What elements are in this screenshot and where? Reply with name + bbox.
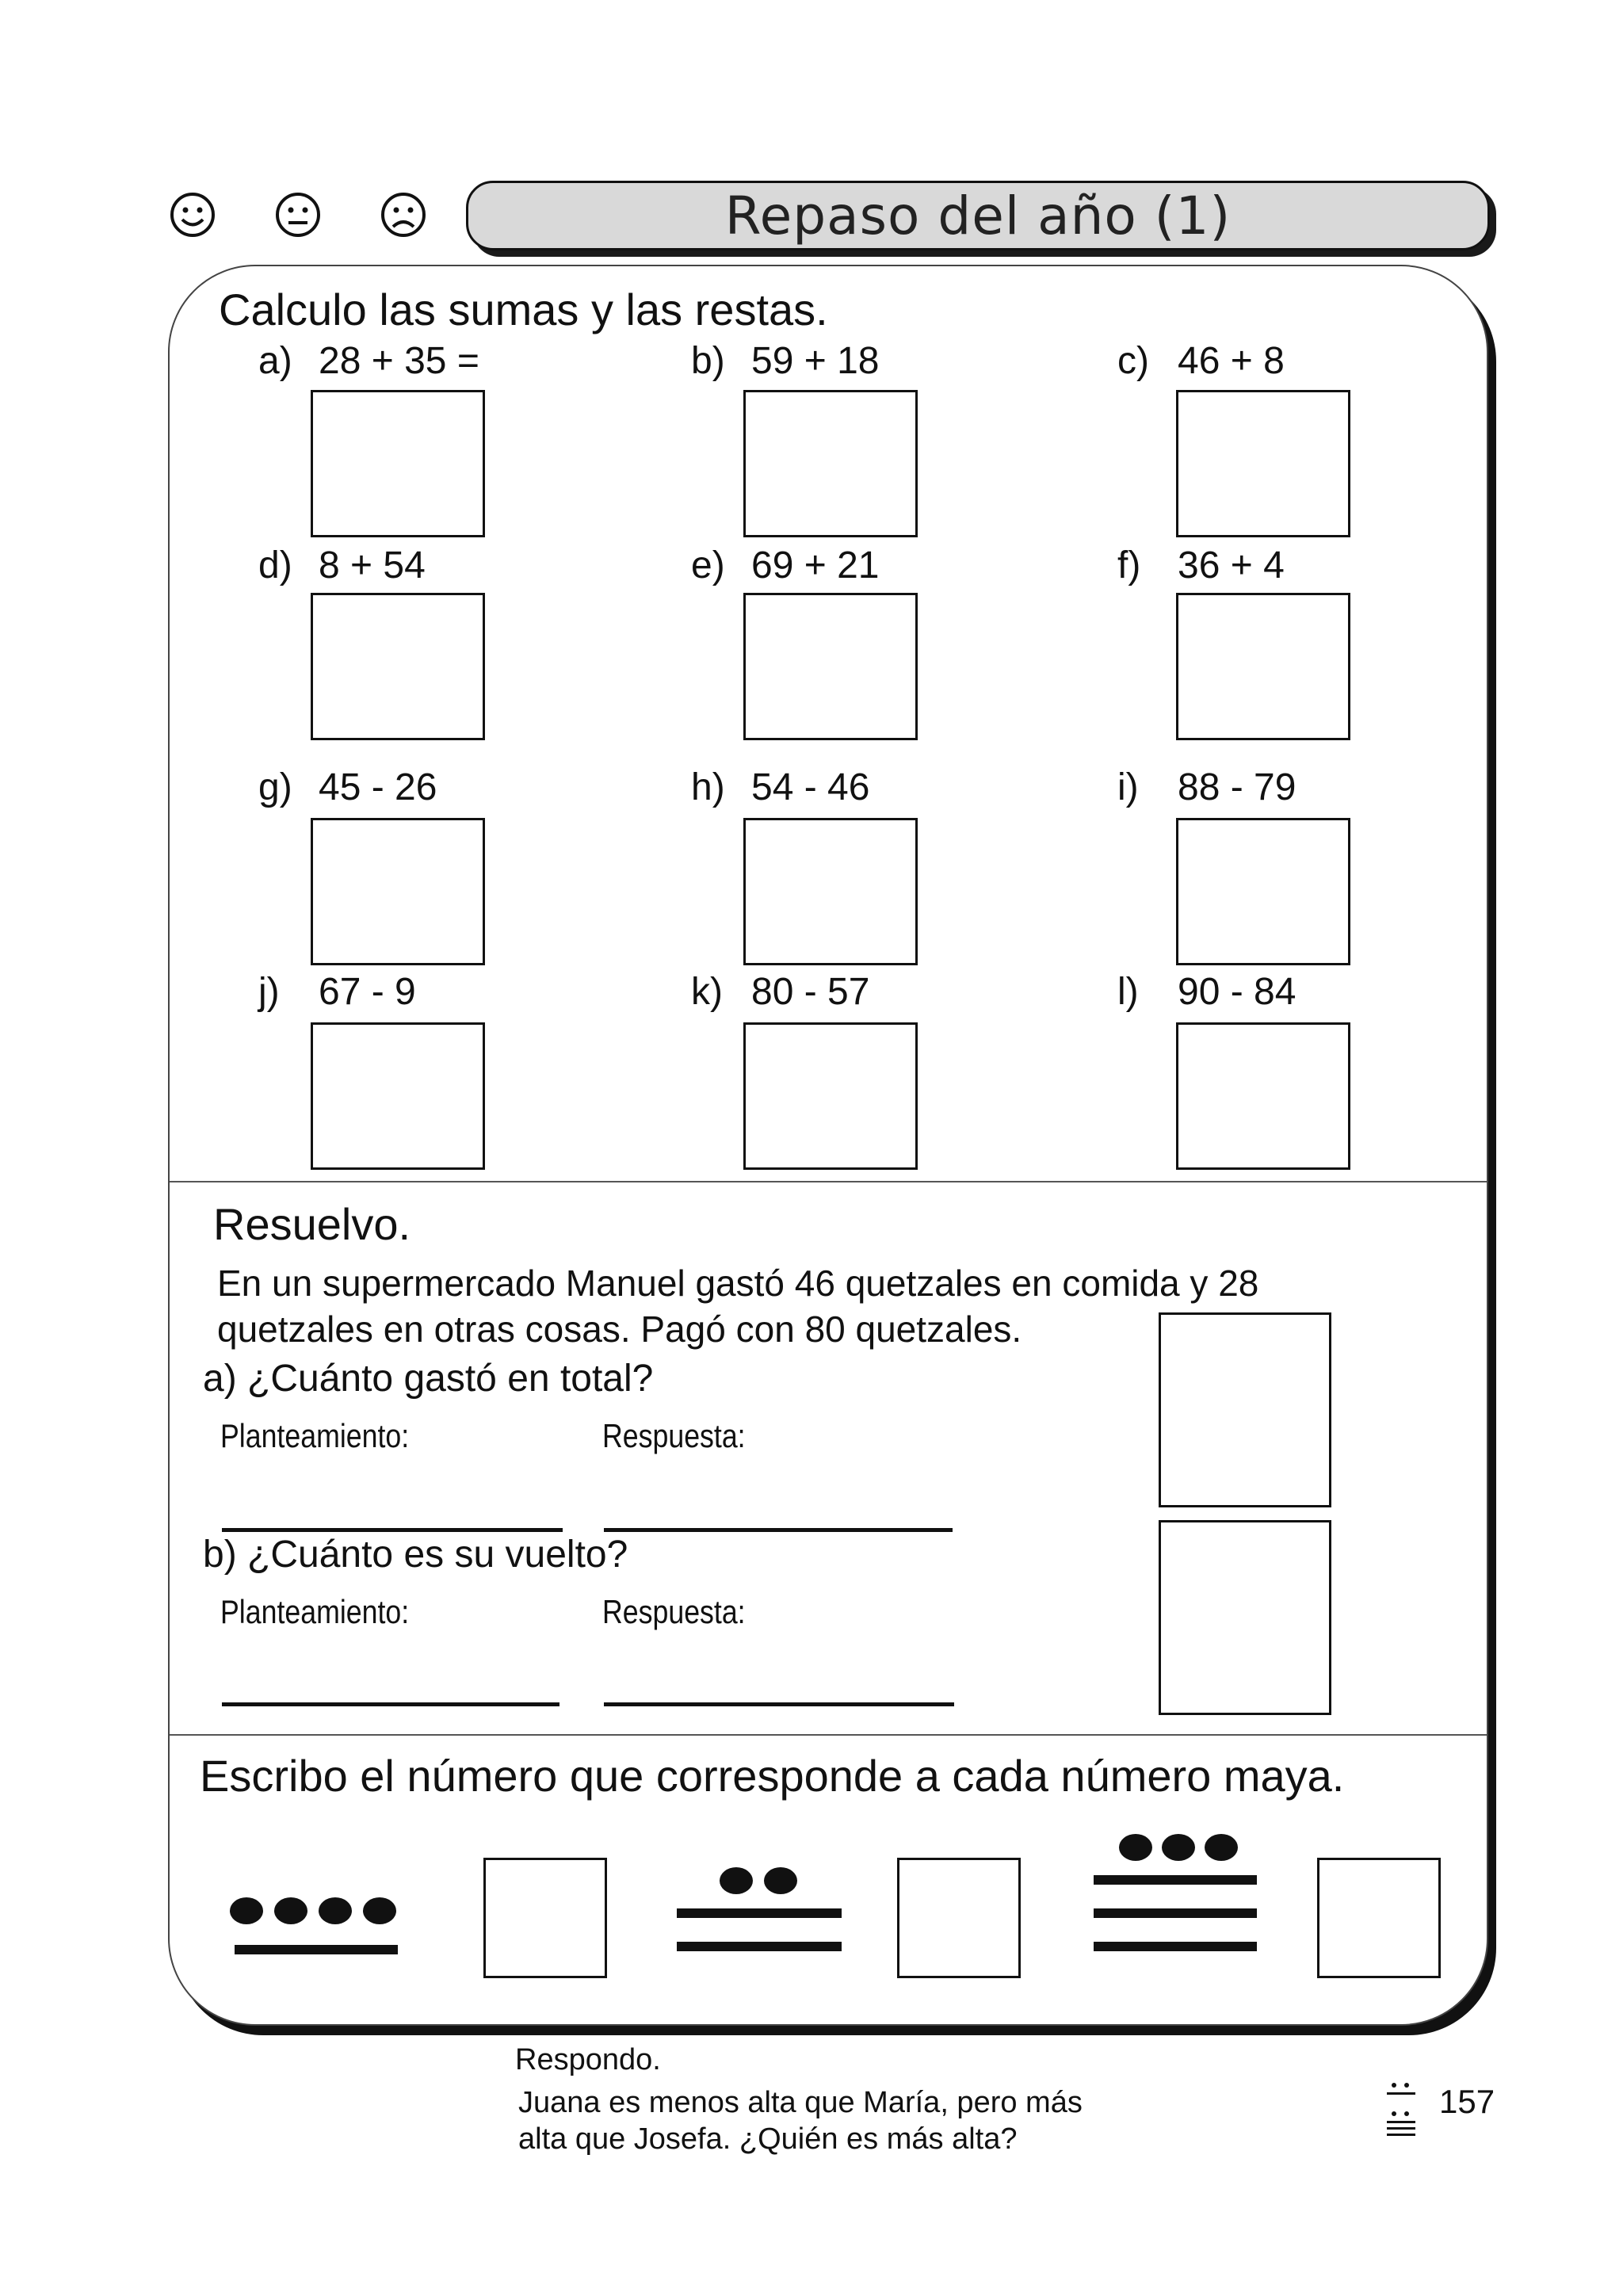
neutral-face-icon: [273, 190, 323, 239]
answer-box-g[interactable]: [311, 818, 485, 965]
worksheet-panel: [168, 265, 1488, 2026]
respuesta-line-b[interactable]: [604, 1702, 954, 1706]
answer-box-f[interactable]: [1176, 593, 1350, 740]
exercise-letter: k): [691, 971, 723, 1013]
planteamiento-label-a: Planteamiento:: [220, 1417, 410, 1454]
exercise-letter: f): [1117, 544, 1141, 586]
answer-box-e[interactable]: [743, 593, 918, 740]
planteamiento-line-b[interactable]: [222, 1702, 559, 1706]
exercise-h-label: [691, 766, 870, 809]
exercise-expression: 45 - 26: [319, 766, 437, 808]
maya-bar: [677, 1942, 842, 1951]
exercise-expression: 90 - 84: [1178, 971, 1296, 1013]
maya-dot: [1404, 2083, 1409, 2088]
exercise-letter: j): [258, 971, 280, 1013]
maya-bar: [1387, 2092, 1415, 2095]
exercise-letter: b): [691, 340, 725, 382]
section-divider-1: [170, 1181, 1487, 1182]
exercise-expression: 88 - 79: [1178, 766, 1296, 808]
respondo-label: Respondo.: [515, 2043, 661, 2076]
maya-answer-box-2[interactable]: [897, 1858, 1021, 1978]
maya-bar: [1094, 1942, 1257, 1951]
maya-answer-box-3[interactable]: [1317, 1858, 1441, 1978]
maya-dot: [230, 1897, 263, 1924]
answer-box-d[interactable]: [311, 593, 485, 740]
planteamiento-line-a[interactable]: [222, 1528, 563, 1532]
exercise-letter: l): [1117, 971, 1139, 1013]
respuesta-label-b: Respuesta:: [602, 1593, 746, 1630]
answer-box-l[interactable]: [1176, 1022, 1350, 1170]
maya-dot: [720, 1867, 753, 1894]
maya-dot: [1392, 2111, 1396, 2116]
exercise-letter: g): [258, 766, 292, 808]
page-title-banner: [466, 181, 1490, 250]
exercise-k-label: [691, 970, 870, 1014]
maya-bar: [1094, 1908, 1257, 1918]
exercise-letter: e): [691, 544, 725, 586]
happy-face-icon: [168, 190, 217, 239]
maya-dot: [764, 1867, 797, 1894]
maya-dot: [363, 1897, 396, 1924]
exercise-d-label: [258, 544, 426, 587]
exercise-expression: 46 + 8: [1178, 340, 1285, 382]
question-a: a) ¿Cuánto gastó en total?: [203, 1358, 654, 1400]
answer-box-b[interactable]: [743, 390, 918, 537]
answer-box-a[interactable]: [311, 390, 485, 537]
exercise-expression: 67 - 9: [319, 971, 416, 1013]
section1-instruction: Calculo las sumas y las restas.: [219, 285, 828, 334]
work-box-b[interactable]: [1159, 1520, 1331, 1715]
exercise-b-label: [691, 339, 880, 383]
maya-bar: [1387, 2134, 1415, 2136]
page-title: Repaso del año (1): [724, 185, 1232, 246]
exercise-expression: 54 - 46: [751, 766, 870, 808]
exercise-c-label: [1117, 339, 1285, 383]
exercise-expression: 36 + 4: [1178, 544, 1285, 586]
exercise-letter: a): [258, 340, 292, 382]
exercise-expression: 8 + 54: [319, 544, 426, 586]
exercise-j-label: [258, 970, 416, 1014]
problem-text-line2: quetzales en otras cosas. Pagó con 80 quetzales.: [217, 1308, 1022, 1350]
maya-bar: [235, 1945, 398, 1954]
maya-bar: [1387, 2127, 1415, 2130]
section3-instruction: Escribo el número que corresponde a cada número maya.: [200, 1751, 1345, 1801]
planteamiento-label-b: Planteamiento:: [220, 1593, 410, 1630]
maya-dot: [1162, 1834, 1195, 1861]
sad-face-icon: [379, 190, 428, 239]
exercise-e-label: [691, 544, 880, 587]
exercise-expression: 69 + 21: [751, 544, 880, 586]
section2-instruction: Resuelvo.: [213, 1199, 411, 1249]
exercise-f-label: [1117, 544, 1285, 587]
maya-dot: [1205, 1834, 1238, 1861]
exercise-letter: d): [258, 544, 292, 586]
section-divider-2: [170, 1734, 1487, 1736]
answer-box-h[interactable]: [743, 818, 918, 965]
exercise-l-label: [1117, 970, 1296, 1014]
respuesta-label-a: Respuesta:: [602, 1417, 746, 1454]
exercise-letter: i): [1117, 766, 1139, 808]
problem-text-line1: En un supermercado Manuel gastó 46 quetzales en comida y 28: [217, 1263, 1259, 1304]
question-b: b) ¿Cuánto es su vuelto?: [203, 1534, 628, 1576]
exercise-letter: c): [1117, 340, 1149, 382]
riddle-line2: alta que Josefa. ¿Quién es más alta?: [518, 2122, 1018, 2156]
maya-dot: [1392, 2083, 1396, 2088]
exercise-g-label: [258, 766, 437, 809]
maya-dot: [319, 1897, 352, 1924]
maya-bar: [1387, 2121, 1415, 2123]
maya-answer-box-1[interactable]: [483, 1858, 607, 1978]
exercise-i-label: [1117, 766, 1296, 809]
answer-box-j[interactable]: [311, 1022, 485, 1170]
page-number: 157: [1439, 2083, 1495, 2120]
maya-dot: [274, 1897, 307, 1924]
work-box-a[interactable]: [1159, 1312, 1331, 1507]
exercise-expression: 28 + 35 =: [319, 340, 479, 382]
riddle-line1: Juana es menos alta que María, pero más: [518, 2086, 1083, 2119]
exercise-a-label: [258, 339, 479, 383]
maya-dot: [1404, 2111, 1409, 2116]
maya-bar: [1094, 1875, 1257, 1885]
exercise-letter: h): [691, 766, 725, 808]
answer-box-k[interactable]: [743, 1022, 918, 1170]
answer-box-i[interactable]: [1176, 818, 1350, 965]
respuesta-line-a[interactable]: [604, 1528, 953, 1532]
exercise-expression: 59 + 18: [751, 340, 880, 382]
answer-box-c[interactable]: [1176, 390, 1350, 537]
maya-bar: [677, 1908, 842, 1918]
exercise-expression: 80 - 57: [751, 971, 870, 1013]
maya-dot: [1119, 1834, 1152, 1861]
